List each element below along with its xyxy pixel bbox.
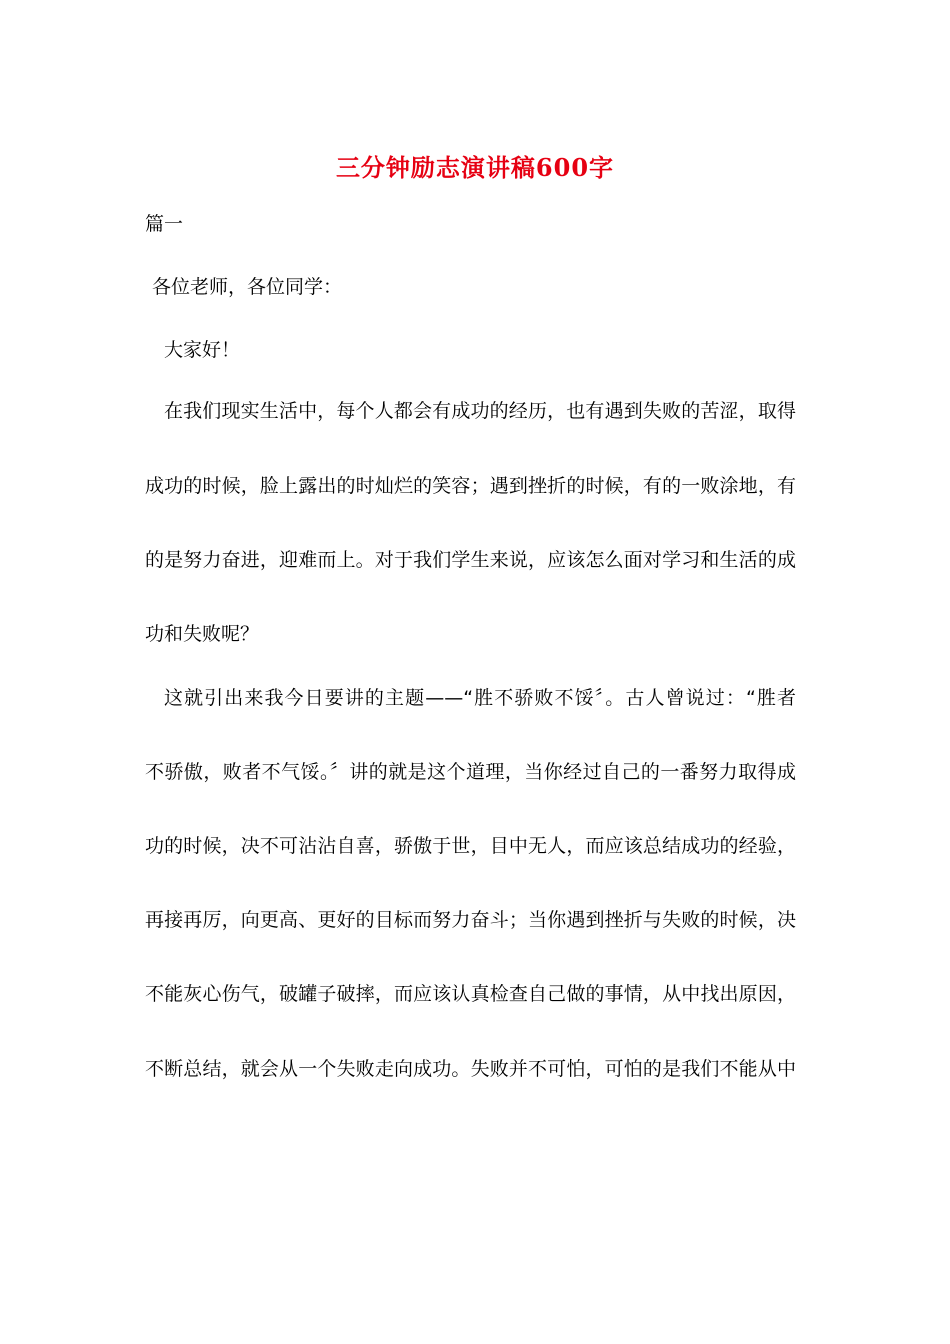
paragraph-line: 再接再厉，向更高、更好的目标而努力奋斗；当你遇到挫折与失败的时候，决	[145, 909, 796, 931]
greeting-line: 各位老师，各位同学：	[152, 276, 343, 298]
salutation-line: 大家好！	[164, 339, 241, 361]
section-heading: 篇一	[145, 213, 184, 235]
paragraph-line: 的是努力奋进，迎难而上。对于我们学生来说，应该怎么面对学习和生活的成	[145, 549, 796, 571]
paragraph-line: 功和失败呢？	[145, 623, 260, 645]
paragraph-line: 这就引出来我今日要讲的主题——“胜不骄败不馁〞。古人曾说过：“胜者	[164, 687, 796, 709]
paragraph-line: 成功的时候，脸上露出的时灿烂的笑容；遇到挫折的时候，有的一败涂地，有	[145, 475, 796, 497]
paragraph-line: 不骄傲，败者不气馁。〞讲的就是这个道理，当你经过自己的一番努力取得成	[145, 761, 796, 783]
paragraph-line: 不断总结，就会从一个失败走向成功。失败并不可怕，可怕的是我们不能从中	[145, 1058, 796, 1080]
paragraph-line: 功的时候，决不可沾沾自喜，骄傲于世，目中无人，而应该总结成功的经验，	[145, 835, 796, 857]
document-title: 三分钟励志演讲稿600字	[335, 153, 615, 182]
paragraph-line: 在我们现实生活中，每个人都会有成功的经历，也有遇到失败的苦涩，取得	[164, 400, 796, 422]
paragraph-line: 不能灰心伤气，破罐子破摔，而应该认真检查自己做的事情，从中找出原因，	[145, 983, 796, 1005]
